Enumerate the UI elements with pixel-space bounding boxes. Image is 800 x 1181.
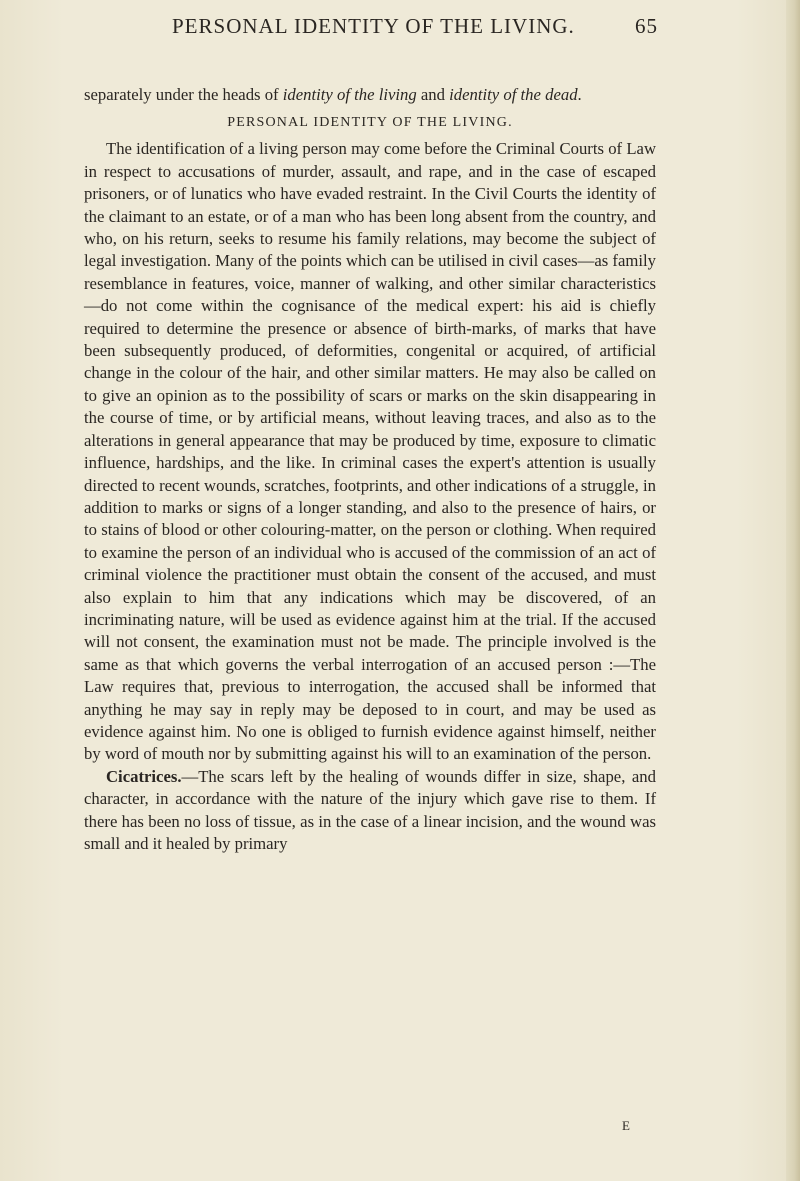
intro-text: and — [416, 85, 450, 104]
intro-paragraph — [84, 84, 656, 106]
page-edge — [786, 0, 800, 1181]
body-paragraph-cicatrices — [84, 766, 656, 856]
page-body — [84, 84, 656, 855]
signature-mark: E — [622, 1118, 630, 1133]
running-title: PERSONAL IDENTITY OF THE LIVING. — [172, 14, 575, 38]
section-heading: PERSONAL IDENTITY OF THE LIVING. — [227, 115, 513, 131]
intro-text: . — [577, 85, 582, 104]
intro-italic-dead: identity of the dead — [449, 85, 578, 104]
page-number: 65 — [635, 14, 658, 38]
paragraph-text: —The scars left by the healing of wounds differ in size, shape, and character, in accordance with the nature of the injury which gave rise to them. If there has been no loss of tissue, as in the case of a linear incision, and the wound was small and it healed by primary — [84, 766, 656, 853]
body-paragraph: The identification of a living person may come before the Criminal Courts of Law in respect to accusations of murder, assault, and rape, and in the case of escaped prisoners, or of lunatics who have evaded restraint. In the Civil Courts the identity of the claimant to an estate, or of a man who has been long absent from the country, and who, on his return, seeks to resume his family relations, may become the subject of legal investigation. Many of the points which can be utilised in civil cases—as family resemblance in features, voice, manner of walking, and other similar characteristics—do not come within the cognisance of the medical expert: his aid is chiefly required to determine the presence or absence of birth-marks, of marks that have been subsequently produced, of deformities, congenital or acquired, of artificial change in the colour of the hair, and other similar matters. He may also be called on to give an opinion as to the possibility of scars or marks on the skin disappearing in the course of time, or by artificial means, without leaving traces, and also as to the alterations in general appearance that may be produced by time, exposure to climatic influence, hardships, and the like. In criminal cases the expert's attention is usually directed to recent wounds, scratches, footprints, and other indications of a struggle, in addition to marks or signs of a longer standing, and also to the presence of hairs, or to stains of blood or other colouring-matter, on the person or clothing. When required to examine the person of an individual who is accused of the commission of an act of criminal violence the practitioner must obtain the consent of the accused, and must also explain to him that any indications which may be discovered, of an incriminating nature, will be used as evidence against him at the trial. If the accused will not consent, the examination must not be made. The principle involved is the same as that which governs the verbal interrogation of an accused person :—The Law requires that, previous to interrogation, the accused shall be informed that anything he may say in reply may be deposed to in court, and may be used as evidence against him. No one is obliged to furnish evidence against himself, neither by word of mouth nor by submitting against his will to an examination of the person. — [84, 139, 656, 764]
intro-text: separately under the heads of — [84, 85, 283, 104]
run-in-heading: Cicatrices. — [106, 766, 182, 786]
running-header — [172, 14, 658, 44]
intro-italic-living: identity of the living — [282, 85, 417, 104]
